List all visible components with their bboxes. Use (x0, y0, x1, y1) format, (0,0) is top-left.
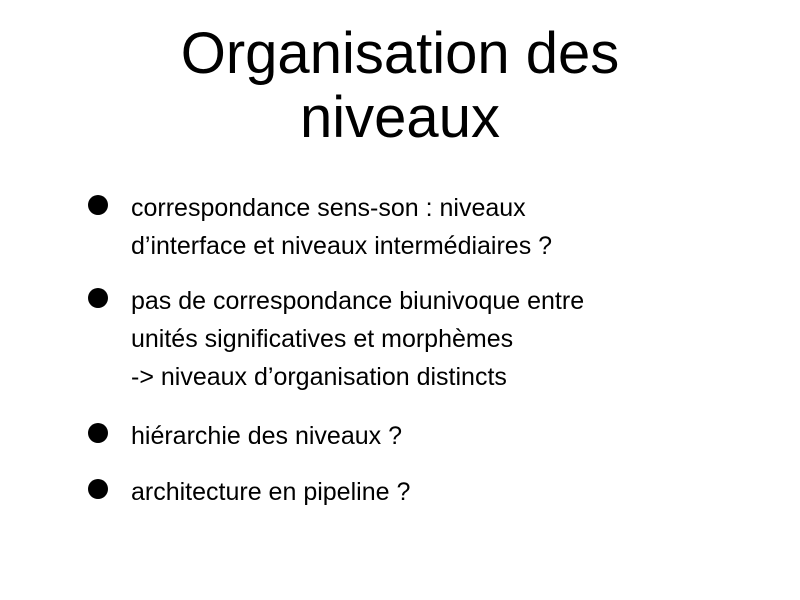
bullet-point-icon (88, 479, 108, 499)
slide-title-line-2: niveaux (300, 85, 500, 150)
bullet-line: pas de correspondance biunivoque entre (131, 287, 585, 315)
bullet-line: unités significatives et morphèmes (131, 325, 514, 353)
bullet-line: d’interface et niveaux intermédiaires ? (131, 232, 553, 260)
bullet-text (131, 417, 751, 455)
bullet-point-icon (88, 288, 108, 308)
bullet-line: -> niveaux d’organisation distincts (131, 363, 507, 391)
bullet-text (131, 189, 751, 265)
bullet-line: architecture en pipeline ? (131, 478, 411, 506)
bullet-line: correspondance sens-son : niveaux (131, 194, 526, 222)
slide-title-line-1: Organisation des (180, 21, 620, 86)
bullet-text (131, 473, 751, 511)
bullet-point-icon (88, 423, 108, 443)
bullet-line: hiérarchie des niveaux ? (131, 422, 402, 450)
bullet-text (131, 282, 751, 396)
bullet-point-icon (88, 195, 108, 215)
